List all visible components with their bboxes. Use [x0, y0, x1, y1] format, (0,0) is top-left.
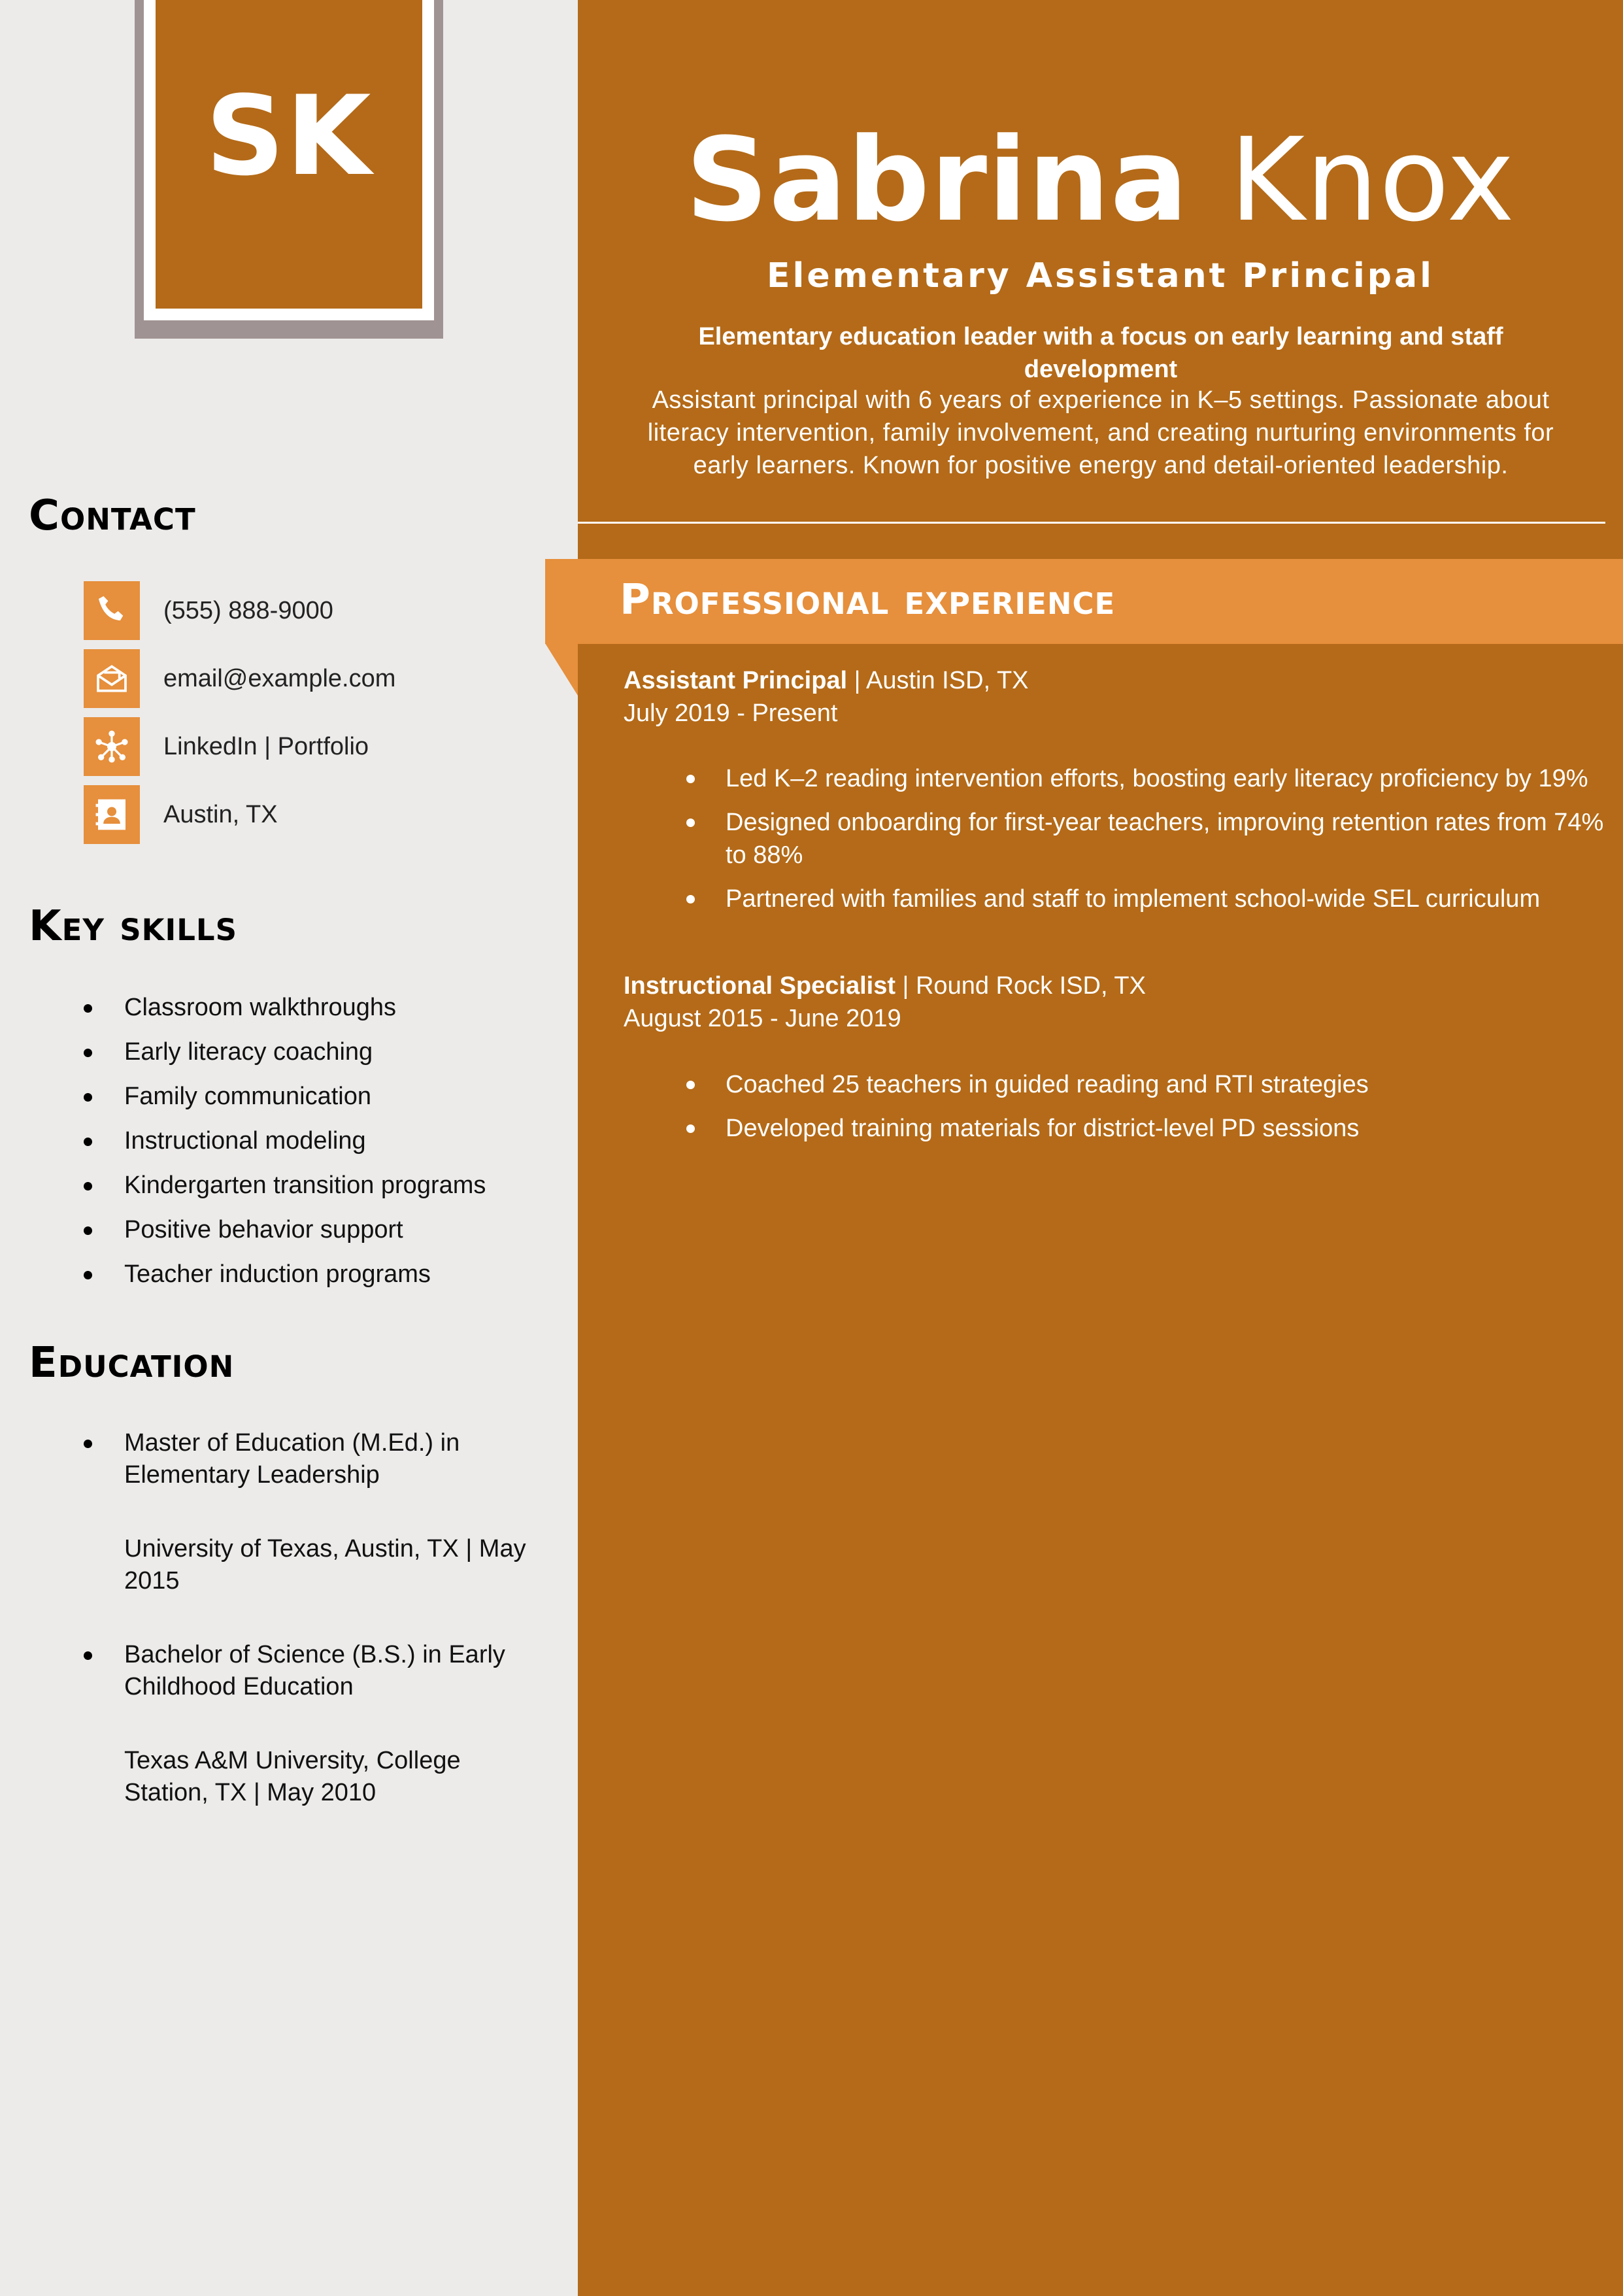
mail-icon: [84, 649, 140, 708]
contact-heading: Contact: [29, 492, 196, 540]
contact-item-email[interactable]: [84, 649, 395, 709]
job-dates-2: August 2015 - June 2019: [624, 1005, 901, 1032]
skill-item: Positive behavior support: [84, 1214, 541, 1246]
education-school: University of Texas, Austin, TX | May 2015: [124, 1535, 526, 1595]
main-panel: [578, 0, 1623, 2296]
skill-item: Early literacy coaching: [84, 1036, 541, 1068]
job-org-1: | Austin ISD, TX: [847, 667, 1029, 694]
job-bullet: Coached 25 teachers in guided reading and RTI strategies: [686, 1068, 1615, 1101]
full-name: [578, 115, 1623, 246]
sidebar: [0, 0, 578, 2296]
contact-links: LinkedIn | Portfolio: [163, 732, 369, 760]
monogram: [156, 0, 422, 309]
skill-item: Kindergarten transition programs: [84, 1170, 541, 1202]
network-icon: [84, 717, 140, 776]
first-name: Sabrina: [685, 113, 1189, 247]
job-header: [624, 664, 1029, 730]
tagline: Elementary education leader with a focus on early learning and staff development: [698, 323, 1503, 383]
monogram-frame: [135, 0, 443, 339]
education-school: Texas A&M University, College Station, TX | May 2010: [124, 1747, 461, 1806]
job-bullet: Partnered with families and staff to implement school-wide SEL curriculum: [686, 883, 1615, 915]
skill-item: Instructional modeling: [84, 1125, 541, 1157]
skills-heading: Key skills: [29, 902, 237, 951]
address-card-icon: [84, 785, 140, 844]
phone-icon: [84, 581, 140, 640]
last-name: Knox: [1229, 113, 1516, 247]
job-bullets-1: [686, 762, 1615, 926]
job-org-2: | Round Rock ISD, TX: [895, 972, 1146, 1000]
banner-fold: [545, 643, 578, 696]
job-title: Elementary Assistant Principal: [767, 256, 1434, 295]
job-header: [624, 970, 1146, 1035]
job-title-2: Instructional Specialist: [624, 972, 895, 1000]
skill-item: Family communication: [84, 1081, 541, 1113]
skills-list: [84, 992, 541, 1303]
contact-phone: (555) 888-9000: [163, 596, 333, 624]
job-bullet: Developed training materials for district-level PD sessions: [686, 1112, 1615, 1145]
monogram-initials: SK: [205, 72, 373, 200]
education-heading: Education: [29, 1339, 235, 1387]
contact-item-phone[interactable]: [84, 581, 395, 641]
skill-item: Teacher induction programs: [84, 1258, 541, 1291]
experience-heading: Professional experience: [620, 576, 1116, 624]
skill-item: Classroom walkthroughs: [84, 992, 541, 1024]
divider: [578, 522, 1605, 524]
job-title-1: Assistant Principal: [624, 667, 848, 694]
contact-location: Austin, TX: [163, 800, 278, 828]
job-bullet: Led K–2 reading intervention efforts, boosting early literacy proficiency by 19%: [686, 762, 1615, 795]
contact-list: [84, 581, 395, 853]
contact-email: email@example.com: [163, 664, 396, 692]
education-degree: Bachelor of Science (B.S.) in Early Childhood Education: [84, 1639, 528, 1703]
job-bullets-2: [686, 1068, 1615, 1156]
contact-item-location[interactable]: [84, 785, 395, 845]
education-list: [84, 1427, 528, 1851]
job-dates-1: July 2019 - Present: [624, 700, 838, 727]
summary: Assistant principal with 6 years of experience in K–5 settings. Passionate about literacy intervention, family involvement, and creating nurturing environments for early learners. Known for positive energy and detail-oriented leadership.: [647, 386, 1554, 479]
job-bullet: Designed onboarding for first-year teachers, improving retention rates from 74% to 88%: [686, 806, 1615, 871]
education-degree: Master of Education (M.Ed.) in Elementary Leadership: [84, 1427, 528, 1491]
contact-item-links[interactable]: [84, 717, 395, 777]
